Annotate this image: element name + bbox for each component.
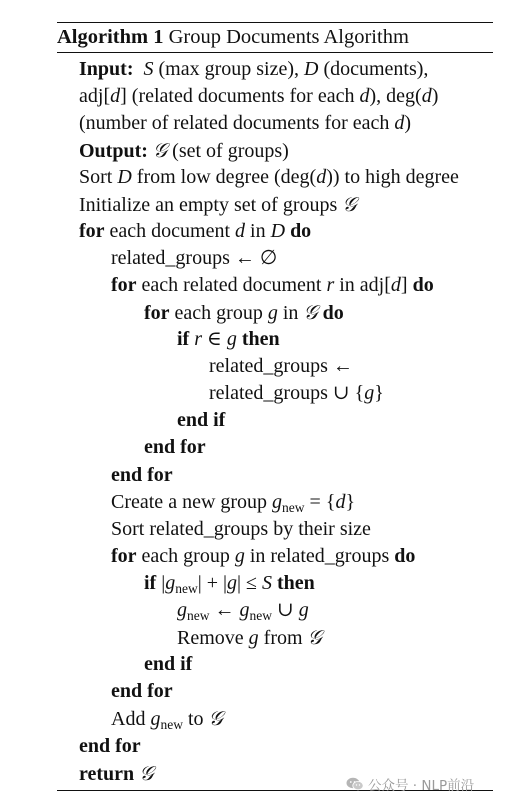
end-if-line-1: end if — [177, 409, 226, 431]
caption-title: Group Documents Algorithm — [168, 26, 409, 48]
input-line-1: Input: S (max group size), D (documents), — [79, 58, 429, 80]
related-groups-init-line: related_groups ← ∅ — [111, 247, 278, 269]
watermark-text: 公众号 · NLP前沿 — [368, 778, 475, 794]
for-document-line: for each document d in D do — [79, 220, 312, 242]
add-group-line: Add $g_{new}$ to 𝒢 — [111, 706, 223, 732]
if-member-line: if r ∈ g then — [177, 328, 280, 350]
for-related-groups-line: for each group g in related_groups do — [111, 545, 416, 567]
algorithm-caption — [57, 26, 409, 48]
input-line-3: (number of related documents for each d) — [79, 112, 412, 134]
end-for-line-4: end for — [79, 735, 141, 757]
wechat-icon — [346, 777, 364, 791]
related-groups-union-line: related_groups ∪ {g} — [209, 382, 384, 404]
merge-group-line: $g_{new}$ ← $g_{new}$ ∪ g — [177, 599, 309, 623]
output-line: Output: 𝒢 (set of groups) — [79, 138, 289, 162]
end-for-line-2: end for — [111, 464, 173, 486]
if-size-line: if $|g_{new}| + |g| \le S$ then — [144, 572, 315, 596]
input-line-2: adj[d] (related documents for each d), deg(d) — [79, 85, 439, 107]
end-if-line-2: end if — [144, 653, 193, 675]
watermark — [346, 774, 474, 794]
caption-label: Algorithm 1 — [57, 26, 164, 48]
sort-related-groups-line: Sort related_groups by their size — [111, 518, 371, 540]
create-group-line: Create a new group $g_{new} = \{d\}$ — [111, 491, 356, 515]
end-for-line-3: end for — [111, 680, 173, 702]
sort-documents-line: Sort D from low degree (deg(d)) to high degree — [79, 166, 459, 188]
for-group-line: for each group g in 𝒢 do — [144, 300, 344, 324]
caption-rule — [57, 52, 493, 53]
end-for-line-1: end for — [144, 436, 206, 458]
return-line: return 𝒢 — [79, 761, 154, 785]
top-rule — [57, 22, 493, 23]
initialize-line: Initialize an empty set of groups 𝒢 — [79, 192, 357, 216]
for-related-line: for each related document r in adj[d] do — [111, 274, 434, 296]
related-groups-assign-line: related_groups ← — [209, 355, 353, 377]
remove-group-line: Remove g from 𝒢 — [177, 625, 322, 649]
